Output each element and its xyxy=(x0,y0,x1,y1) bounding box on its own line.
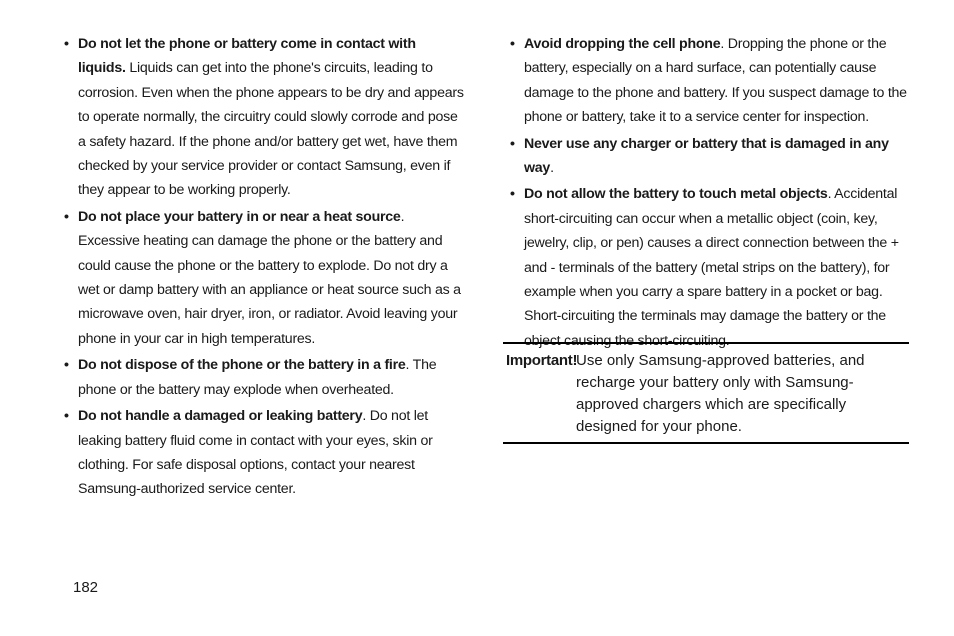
bullet-dot-icon: • xyxy=(64,357,69,374)
bullet-dropping xyxy=(508,32,912,130)
right-column xyxy=(508,32,912,355)
bullet-body: . The phone or the battery may explode when overheated. xyxy=(78,357,437,398)
bullet-metal-objects xyxy=(508,182,912,353)
page-number: 182 xyxy=(73,579,99,596)
bullet-dot-icon: • xyxy=(510,186,515,203)
bullet-heading: Do not place your battery in or near a heat source xyxy=(78,208,401,225)
bullet-heat-source xyxy=(62,205,464,351)
bullet-body: . Excessive heating can damage the phone or the battery and could cause the phone or the battery to explode. Do not dry a wet or damp battery with an appliance or heat source such as a microwave oven, hair dryer, iron, or radiator. Avoid leaving your phone in your car in high temperatures. xyxy=(78,208,461,347)
bullet-dot-icon: • xyxy=(64,408,69,425)
important-text: Use only Samsung-approved batteries, and recharge your battery only with Samsung-approved chargers which are specifically designed for your phone. xyxy=(576,352,865,435)
bullet-body: Liquids can get into the phone's circuits, leading to corrosion. Even when the phone appears to be dry and appears to operate normally, the circuitry could slowly corrode and pose a safety hazard. If the phone and/or battery get wet, have them checked by your service provider or contact Samsung, even if they appear to be working properly. xyxy=(78,60,464,199)
left-column xyxy=(62,32,464,504)
bullet-heading: Do not handle a damaged or leaking battery xyxy=(78,408,363,425)
bullet-heading: Do not dispose of the phone or the battery in a fire xyxy=(78,357,406,374)
bullet-body: . Accidental short-circuiting can occur when a metallic object (coin, key, jewelry, clip, or pen) causes a direct connection between the + and - terminals of the battery (metal strips on the battery), for example when you carry a spare battery in a pocket or bag. Short-circuiting the terminals may damage the battery or the object causing the short-circuiting. xyxy=(524,186,899,349)
important-note xyxy=(503,342,909,444)
bullet-body: . Dropping the phone or the battery, especially on a hard surface, can potentially cause damage to the phone and battery. If you suspect damage to the phone or battery, take it to a service center for inspection. xyxy=(524,36,907,126)
bullet-fire xyxy=(62,353,464,402)
bullet-heading: Never use any charger or battery that is damaged in any way xyxy=(524,135,889,177)
bullet-body: . Do not let leaking battery fluid come in contact with your eyes, skin or clothing. For safe disposal options, contact your nearest Samsung-authorized service center. xyxy=(78,408,433,498)
bullet-damaged-battery xyxy=(62,404,464,502)
bullet-heading: Avoid dropping the cell phone xyxy=(524,36,721,52)
bullet-heading: Do not let the phone or battery come in contact with liquids. xyxy=(78,36,416,77)
bullet-heading: Do not allow the battery to touch metal objects xyxy=(524,186,828,203)
bullet-dot-icon: • xyxy=(510,135,515,152)
bullet-liquids xyxy=(62,32,464,203)
bullet-dot-icon: • xyxy=(64,36,69,52)
bullet-damaged-charger xyxy=(508,132,912,181)
bullet-body: . xyxy=(550,160,554,177)
bullet-dot-icon: • xyxy=(64,208,69,225)
important-label: Important! xyxy=(506,352,578,369)
bullet-dot-icon: • xyxy=(510,36,515,52)
